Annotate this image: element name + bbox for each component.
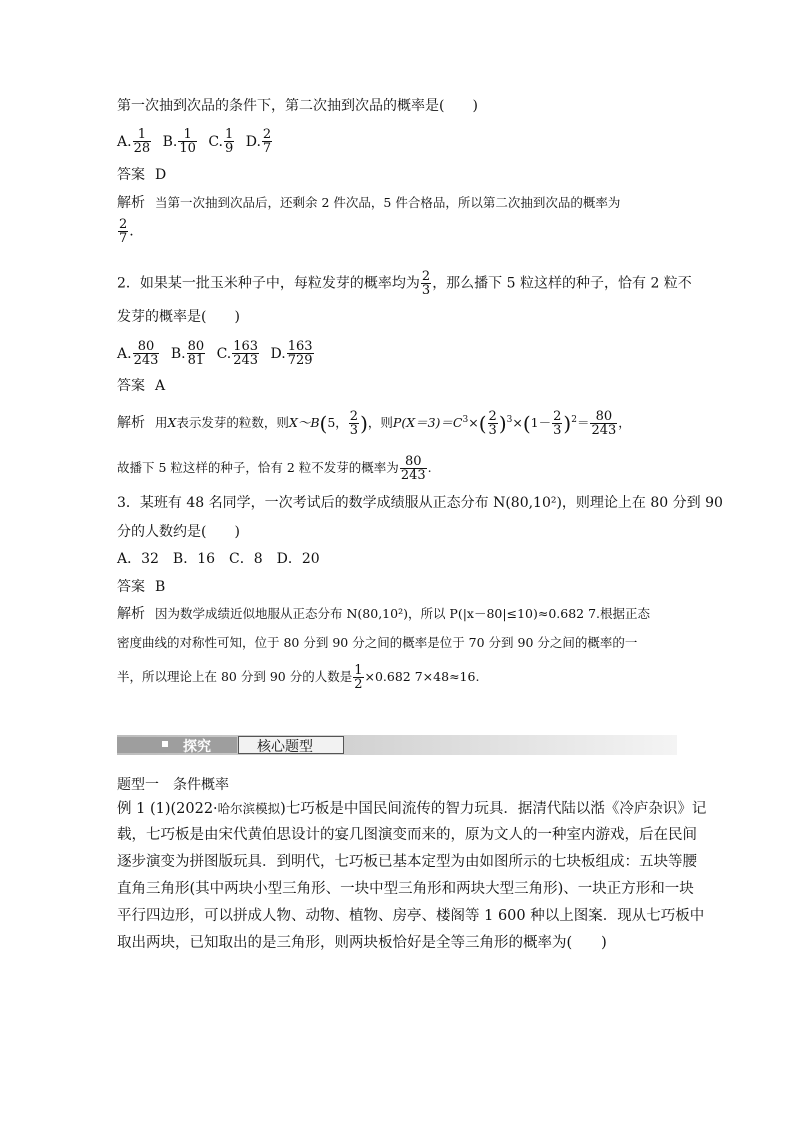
answer-label: 答案	[117, 167, 145, 183]
option-a: A. $\frac{1}{28}$	[117, 127, 151, 156]
section-title-left: 探究	[183, 739, 211, 755]
option-b: B. $\frac{80}{81}$	[170, 339, 205, 368]
analysis-label: 解析	[117, 415, 145, 432]
answer-row	[117, 376, 165, 396]
example-paragraph-line: 逐步演变为拼图版玩具．到明代，七巧板已基本定型为由如图所示的七块板组成：五块等腰	[117, 854, 697, 870]
option-b: B. $\frac{1}{10}$	[162, 127, 196, 156]
question-3-stem: 3．某班有 48 名同学，一次考试后的数学成绩服从正态分布 N(80,10²)，则理论上在 80 分到 90	[117, 495, 723, 511]
analysis-row-2: 密度曲线的对称性可知，位于 80 分到 90 分之间的概率是位于 70 分到 90 分之间的概率的一	[117, 635, 638, 650]
question-2-stem-cont: 发芽的概率是( )	[117, 309, 240, 325]
option-a: A. $\frac{80}{243}$	[117, 339, 159, 368]
analysis-row-3: 半，所以理论上在 80 分到 90 分的人数是 $\frac{1}{2}$ ×0.682 7×48≈16.	[117, 663, 480, 692]
answer-value: D	[155, 167, 167, 183]
analysis-row: 解析 用X表示发芽的粒数，则X～B(5， $\frac{2}{3}$ )，则$P(X=3)=C^3\times$( $\frac{2}{3}$ )$^3$×(1－ $\frac{2}{3}$ )$^2$＝ $\frac{80}{243}$ ，	[117, 409, 631, 439]
answer-row	[117, 165, 166, 185]
example-paragraph-line: 载，七巧板是由宋代黄伯思设计的宴几图演变而来的，原为文人的一种室内游戏，后在民间	[117, 827, 697, 843]
option-c: C. $\frac{163}{243}$	[216, 339, 259, 368]
option-row	[117, 128, 279, 155]
option-c: C. $\frac{1}{9}$	[208, 127, 234, 156]
example-paragraph-line: 例 1 (1)(2022·哈尔滨模拟)七巧板是中国民间流传的智力玩具．据清代陆以湉《冷庐杂识》记	[117, 801, 707, 817]
option-row: A．32 B．16 C．8 D．20	[117, 551, 320, 567]
analysis-row	[117, 193, 620, 213]
analysis-row: 解析 因为数学成绩近似地服从正态分布 N(80,10²)，所以 P(|x－80|≤10)≈0.682 7.根据正态	[117, 606, 651, 622]
answer-row	[117, 577, 165, 597]
analysis-fraction-row: $\frac{2}{7}$ .	[119, 217, 134, 246]
option-row	[117, 340, 321, 367]
answer-label: 答案	[117, 579, 145, 595]
analysis-label: 解析	[117, 606, 145, 622]
topic-title: 题型一 条件概率	[117, 777, 229, 793]
example-paragraph-line: 平行四边形，可以拼成人物、动物、植物、房亭、楼阁等 1 600 种以上图案．现从七巧板中	[117, 908, 705, 924]
example-paragraph-line: 取出两块，已知取出的是三角形，则两块板恰好是全等三角形的概率为( )	[117, 935, 607, 951]
section-title-right: 核心题型	[257, 739, 313, 755]
answer-label: 答案	[117, 378, 145, 394]
question-3-stem-cont: 分的人数约是( )	[117, 524, 240, 540]
answer-value: A	[155, 378, 166, 394]
answer-value: B	[155, 579, 166, 595]
analysis-row-2: 故播下 5 粒这样的种子，恰有 2 粒不发芽的概率为 $\frac{80}{243}$ .	[117, 454, 432, 483]
section-header-band	[117, 735, 677, 755]
analysis-text: 当第一次抽到次品后，还剩余 2 件次品，5 件合格品，所以第二次抽到次品的概率为	[155, 195, 621, 210]
section-band-dark	[117, 737, 237, 753]
option-d: D. $\frac{2}{7}$	[245, 127, 272, 156]
question-2-stem: 2．如果某一批玉米种子中，每粒发芽的概率均为 $\frac{2}{3}$ ，那么播下 5 粒这样的种子，恰有 2 粒不	[117, 269, 692, 298]
square-bullet-icon	[162, 741, 168, 747]
question-stem: 第一次抽到次品的条件下，第二次抽到次品的概率是( )	[117, 98, 478, 114]
example-paragraph-line: 直角三角形(其中两块小型三角形、一块中型三角形和两块大型三角形)、一块正方形和一块	[117, 881, 694, 897]
option-d: D. $\frac{163}{729}$	[270, 339, 313, 368]
analysis-label: 解析	[117, 195, 145, 211]
